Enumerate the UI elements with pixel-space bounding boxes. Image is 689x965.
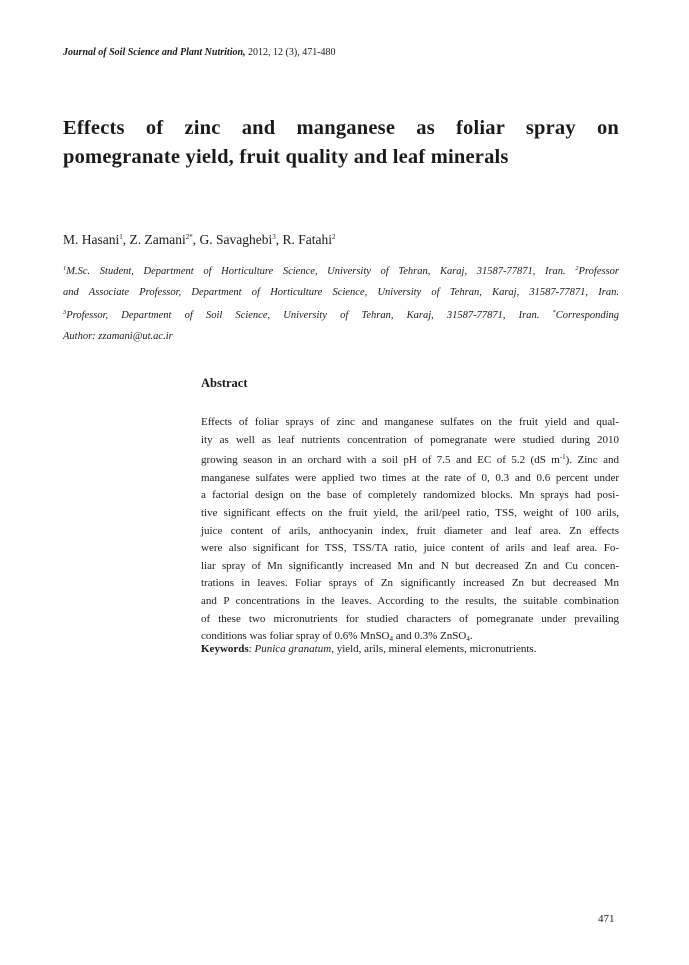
author-separator: , — [275, 232, 283, 247]
affiliation-mark: 3 — [63, 309, 67, 316]
article-title — [63, 114, 619, 172]
author-affiliation-mark: 3 — [272, 233, 276, 241]
abstract-line: of these two micronutrients for studied characters of pomegranate under prevailing — [201, 612, 619, 625]
abstract-line: tive significant effects on the fruit yield, the aril/peel ratio, TSS, weight of 100 arils, — [201, 506, 619, 519]
affiliation-line — [63, 303, 619, 327]
abstract-line: a factorial design on the base of completely randomized blocks. Mn sprays had posi- — [201, 489, 619, 502]
abstract-text: . — [469, 630, 473, 643]
author-affiliation-mark: 1 — [119, 233, 123, 241]
author-separator: , — [192, 232, 200, 247]
corresponding-author: Author: zzamani@ut.ac.ir — [63, 330, 173, 342]
affiliation-mark: * — [552, 309, 556, 316]
abstract-text: conditions was foliar spray of 0.6% MnSO — [201, 630, 390, 643]
journal-header — [63, 47, 336, 58]
abstract-text: growing season in an orchard with a soil pH of 7.5 and EC of 5.2 (dS m — [201, 454, 560, 467]
keywords-list: , yield, arils, mineral elements, micronutrients. — [331, 643, 537, 655]
author-separator: , — [122, 232, 130, 247]
author-name: G. Savaghebi — [199, 232, 273, 247]
affiliation-text: Corresponding — [555, 310, 619, 321]
abstract-text: and 0.3% ZnSO — [393, 630, 467, 643]
author-name: Z. Zamani — [129, 232, 186, 247]
abstract-line: ity as well as leaf nutrients concentration of pomegranate were studied during 2010 — [201, 433, 619, 446]
affiliation-mark: 1 — [63, 265, 67, 272]
abstract-line: liar spray of Mn significantly increased Mn and N but decreased Zn and Cu concen- — [201, 559, 619, 572]
author-affiliation-mark: 2 — [331, 233, 336, 241]
abstract-line: trations in leaves. Foliar sprays of Zn significantly increased Zn but decreased Mn — [201, 577, 619, 590]
page-number: 471 — [598, 913, 615, 925]
affiliation-line: and Associate Professor, Department of Horticulture Science, University of Tehran, Karaj, 31587-77871, Iran. — [63, 286, 619, 298]
chemical-subscript: 4 — [466, 635, 470, 644]
abstract-line: were also significant for TSS, TSS/TA ratio, juice content of arils and leaf area. Fo- — [201, 542, 619, 555]
affiliations — [63, 259, 619, 347]
keywords — [201, 641, 619, 658]
author-affiliation-mark: 2* — [185, 233, 193, 241]
unit-exponent: -1 — [559, 453, 566, 462]
title-line-2: pomegranate yield, fruit quality and leaf minerals — [63, 146, 509, 168]
journal-name: Journal of Soil Science and Plant Nutrition, — [63, 47, 246, 58]
journal-citation: 2012, 12 (3), 471-480 — [245, 47, 336, 58]
abstract-body — [201, 414, 619, 649]
title-line-1: Effects of zinc and manganese as foliar spray on — [63, 117, 619, 139]
abstract-line: manganese sulfates were applied two times at the rate of 0, 0.3 and 0.6 percent under — [201, 471, 619, 484]
keywords-label: Keywords — [201, 643, 249, 655]
abstract-line: Effects of foliar sprays of zinc and manganese sulfates on the fruit yield and qual- — [201, 416, 619, 428]
keyword-species: Punica granatum — [254, 643, 332, 655]
author-list — [63, 232, 335, 248]
author-name: R. Fatahi — [282, 232, 332, 247]
affiliation-text: Professor — [578, 266, 619, 277]
abstract-line: and P concentrations in the leaves. According to the results, the suitable combination — [201, 594, 619, 607]
author-name: M. Hasani — [63, 232, 120, 247]
abstract-line: juice content of arils, anthocyanin index, fruit diameter and leaf area. Zn effects — [201, 524, 619, 537]
abstract-line — [201, 449, 619, 470]
chemical-subscript: 4 — [389, 635, 394, 644]
abstract-text: ). Zinc and — [565, 454, 619, 467]
affiliation-text: Professor, Department of Soil Science, University of Tehran, Karaj, 31587-77871, Iran. — [66, 310, 553, 321]
abstract-heading: Abstract — [201, 376, 248, 390]
affiliation-text: M.Sc. Student, Department of Horticulture Science, University of Tehran, Karaj, 31587-77871, Iran. — [66, 266, 576, 277]
keywords-colon: : — [248, 643, 255, 655]
affiliation-line — [63, 259, 619, 283]
affiliation-mark: 2 — [575, 265, 579, 272]
